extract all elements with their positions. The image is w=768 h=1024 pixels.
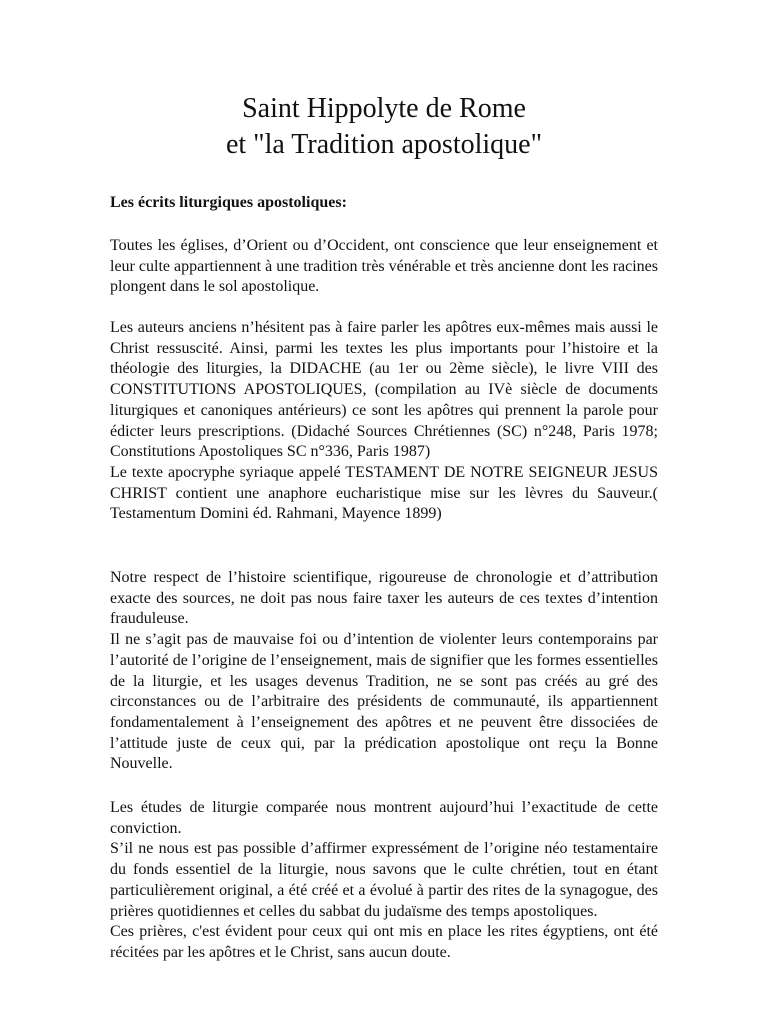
paragraph-line: Les auteurs anciens n’hésitent pas à faire parler les apôtres eux-mêmes mais aussi le Christ ressuscité. Ainsi, parmi les textes les plus importants pour l’histoire et la théologie des liturgies, la DIDACHE (au 1er ou 2ème siècle), le livre VIII des CONSTITUTIONS APOSTOLIQUES, (compilation au IVè siècle de documents liturgiques et canoniques antérieurs) ce sont les apôtres qui prennent la parole pour édicter leurs prescriptions. (Didaché Sources Chrétiennes (SC) n°248, Paris 1978; Constitutions Apostoliques SC n°336, Paris 1987): [110, 319, 658, 461]
page-title-line-2: et "la Tradition apostolique": [225, 129, 543, 160]
paragraph-line: Il ne s’agit pas de mauvaise foi ou d’intention de violenter leurs contemporains par l’autorité de l’origine de l’enseignement, mais de signifier que les formes essentielles de la liturgie, et les usages devenus Tradition, ne se sont pas créés au gré des circonstances ou de l’arbitraire des présidents de communauté, ils appartiennent fondamentalement à l’enseignement des apôtres et ne peuvent être dissociées de l’attitude juste de ceux qui, par la prédication apostolique ont reçu la Bonne Nouvelle.: [110, 631, 658, 773]
paragraph-line: Le texte apocryphe syriaque appelé TESTAMENT DE NOTRE SEIGNEUR JESUS CHRIST contient une anaphore eucharistique mise sur les lèvres du Sauveur.( Testamentum Domini éd. Rahmani, Mayence 1899): [110, 463, 658, 523]
paragraph-2: [110, 318, 658, 525]
paragraph-line: Ces prières, c'est évident pour ceux qui ont mis en place les rites égyptiens, ont été récitées par les apôtres et le Christ, sans aucun doute.: [110, 923, 658, 961]
paragraph-3: [110, 568, 658, 775]
paragraph-line: Les études de liturgie comparée nous montrent aujourd’hui l’exactitude de cette conviction.: [110, 799, 658, 837]
paragraph-line: Toutes les églises, d’Orient ou d’Occident, ont conscience que leur enseignement et leur culte appartiennent à une tradition très vénérable et très ancienne dont les racines plongent dans le sol apostolique.: [110, 237, 658, 296]
section-heading: Les écrits liturgiques apostoliques:: [110, 194, 347, 211]
paragraph-line: Notre respect de l’histoire scientifique, rigoureuse de chronologie et d’attribution exacte des sources, ne doit pas nous faire taxer les auteurs de ces textes d’intention frauduleuse.: [110, 569, 658, 628]
paragraph-1: [110, 236, 658, 298]
page-title-line-1: Saint Hippolyte de Rome: [242, 93, 526, 124]
paragraph-line: S’il ne nous est pas possible d’affirmer expressément de l’origine néo testamentaire du fonds essentiel de la liturgie, nous savons que le culte chrétien, tout en étant particulièrement original, a été créé et a évolué à partir des rites de la synagogue, des prières quotidiennes et celles du sabbat du judaïsme des temps apostoliques.: [110, 840, 658, 920]
paragraph-4: [110, 798, 658, 964]
